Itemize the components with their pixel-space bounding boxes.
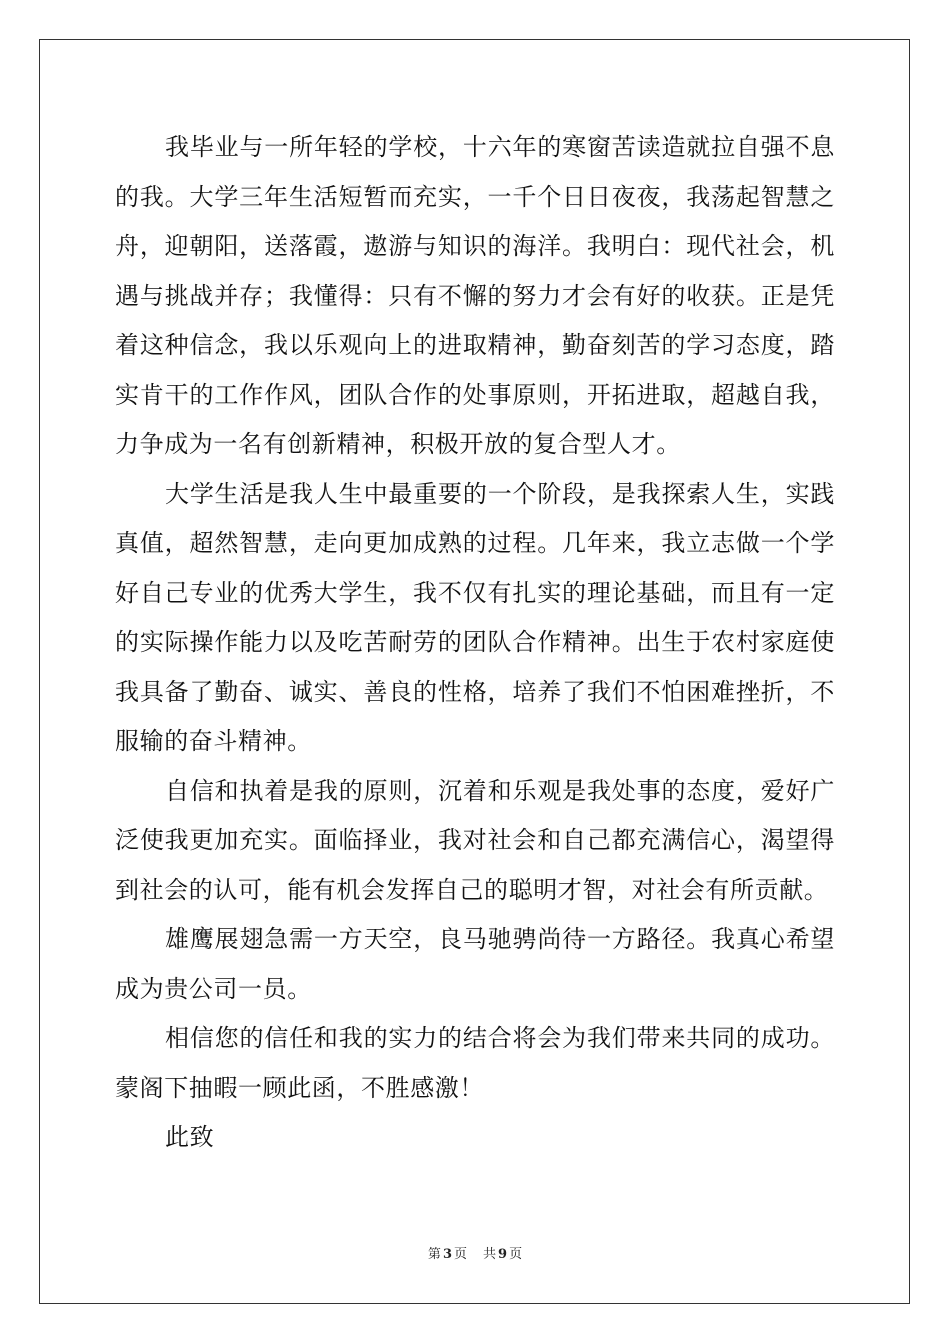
paragraph-hope: 雄鹰展翅急需一方天空，良马驰骋尚待一方路径。我真心希望成为贵公司一员。: [115, 925, 835, 1003]
paragraph-college-life: 大学生活是我人生中最重要的一个阶段，是我探索人生，实践真值，超然智慧，走向更加成熟的过程。几年来，我立志做一个学好自己专业的优秀大学生，我不仅有扎实的理论基础，而且有一定的实际操作能力以及吃苦耐劳的团队合作精神。出生于农村家庭使我具备了勤奋、诚实、善良的性格，培养了我们不怕困难挫折，不服输的奋斗精神。: [115, 479, 835, 755]
total-suffix: 页: [509, 1247, 523, 1262]
total-pages: 9: [498, 1247, 508, 1262]
page-footer: [0, 1243, 950, 1262]
total-prefix: 共: [483, 1247, 497, 1262]
page-suffix: 页: [453, 1247, 467, 1262]
page-number: 3: [442, 1247, 452, 1262]
paragraph-intro: 我毕业与一所年轻的学校，十六年的寒窗苦读造就拉自强不息的我。大学三年生活短暂而充实，一千个日日夜夜，我荡起智慧之舟，迎朝阳，送落霞，遨游与知识的海洋。我明白：现代社会，机遇与挑战并存；我懂得：只有不懈的努力才会有好的收获。正是凭着这种信念，我以乐观向上的进取精神，勤奋刻苦的学习态度，踏实肯干的工作作风，团队合作的处事原则，开拓进取，超越自我，力争成为一名有创新精神，积极开放的复合型人才。: [115, 133, 835, 458]
document-body: [115, 123, 835, 1163]
page-prefix: 第: [427, 1247, 441, 1262]
paragraph-principles: 自信和执着是我的原则，沉着和乐观是我处事的态度，爱好广泛使我更加充实。面临择业，我对社会和自己都充满信心，渴望得到社会的认可，能有机会发挥自己的聪明才智，对社会有所贡献。: [115, 776, 835, 904]
paragraph-closing: 相信您的信任和我的实力的结合将会为我们带来共同的成功。蒙阁下抽暇一顾此函，不胜感激！: [115, 1024, 835, 1102]
paragraph-salutation: 此致: [165, 1123, 215, 1151]
